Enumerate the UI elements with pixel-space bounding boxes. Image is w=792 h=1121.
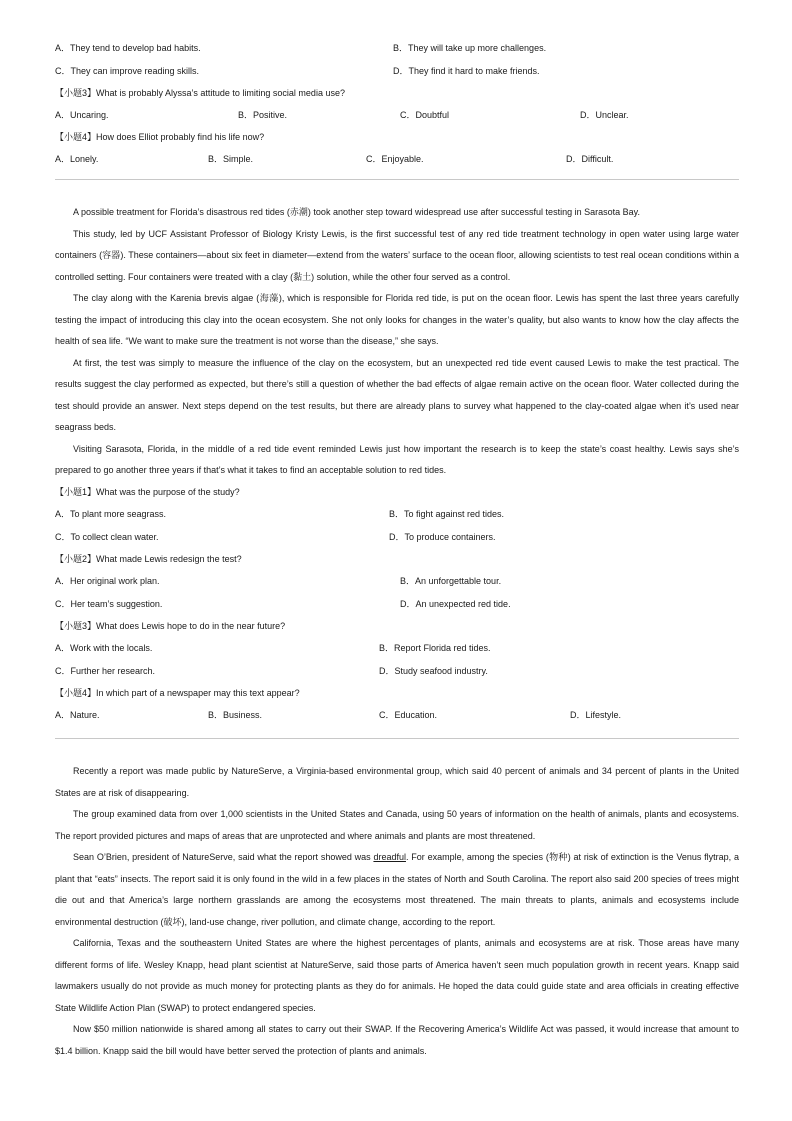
option-c: C．Further her research. (55, 666, 156, 676)
option-d: D．Difficult. (566, 154, 614, 164)
option-b: B．Business. (208, 710, 263, 720)
paragraph: California, Texas and the southeastern United States are where the highest percentages of plants, animals and ecosystems are at risk. Those areas have many different forms of life. Wesley Knapp, head plant scientist at NatureServe, said those parts of America haven’t seen much population growth in recent years. Knapp said lawmakers usually do not provide as much money for protecting plants as they do for animals. He hoped the data could guide state and area officials in creating effective State Wildlife Action Plan (SWAP) to protect endangered species. (55, 938, 739, 1013)
option-d: D．They find it hard to make friends. (393, 66, 540, 76)
option-b: B．Positive. (238, 110, 288, 120)
option-a: A．Uncaring. (55, 110, 109, 120)
option-a: A．They tend to develop bad habits. (55, 43, 201, 53)
option-c: C．Doubtful (400, 110, 450, 120)
underlined-word: dreadful (373, 852, 406, 862)
question-4: 【小题4】How does Elliot probably find his life now? (55, 132, 265, 142)
paragraph: Sean O’Brien, president of NatureServe, said what the report showed was dreadful. For example, among the species (物种) at risk of extinction is the Venus flytrap, a plant that “eats” insects. The report said it is only found in the wild in a few places in the states of North and South Carolina. The report also said 200 species of trees might die out and that America’s large northern grasslands are among the ecosystems most threatened. The main threats to plants, animals and ecosystems include environmental destruction (破坏), land-use change, river pollution, and climate change, according to the report. (55, 852, 739, 927)
paragraph: At first, the test was simply to measure the influence of the clay on the ecosystem, but an unexpected red tide event caused Lewis to make the test practical. The results suggest the clay performed as expected, but there’s still a question of whether the bad effects of algae remain active on the ocean floor. Water collected during the test should provide an answer. Next steps depend on the test results, but there are already plans to survey what happened to the clay-coated algae when it’s used near seagrass beds. (55, 357, 739, 432)
option-b: B．They will take up more challenges. (393, 43, 547, 53)
passage-3-text (55, 761, 739, 1062)
paragraph: A possible treatment for Florida’s disastrous red tides (赤潮) took another step toward widespread use after successful testing in Sarasota Bay. (73, 207, 640, 217)
paragraph: The clay along with the Karenia brevis algae (海藻), which is responsible for Florida red tide, is put on the ocean floor. Lewis has spent the last three years carefully testing the impact of introducing this clay into the ocean ecosystem. She not only looks for changes in the water’s quality, but also wants to know how the clay affects the health of sea life. “We want to make sure the treatment is not worse than the disease,” she says. (55, 293, 739, 346)
question-1: 【小题1】What was the purpose of the study? (55, 487, 240, 497)
option-c: C．Her team’s suggestion. (55, 599, 163, 609)
option-a: A．Work with the locals. (55, 643, 153, 653)
paragraph: This study, led by UCF Assistant Professor of Biology Kristy Lewis, is the first successful test of any red tide treatment technology in open water using large water containers (容器). These containers—about six feet in diameter—extend from the waters’ surface to the ocean floor, allowing scientists to test real ocean conditions within a controlled setting. Four containers were treated with a clay (黏土) solution, while the other four served as a control. (55, 228, 739, 282)
option-d: D．Study seafood industry. (379, 666, 488, 676)
question-4: 【小题4】In which part of a newspaper may this text appear? (55, 688, 300, 698)
paragraph: Recently a report was made public by NatureServe, a Virginia-based environmental group, which said 40 percent of animals and 34 percent of plants in the United States are at risk of disappearing. (55, 766, 739, 798)
option-a: A．To plant more seagrass. (55, 509, 167, 519)
option-b: B．Simple. (208, 154, 254, 164)
option-d: D．Unclear. (580, 110, 629, 120)
option-c: C．To collect clean water. (55, 532, 159, 542)
option-c: C．They can improve reading skills. (55, 66, 200, 76)
section-divider (55, 179, 739, 180)
option-d: D．Lifestyle. (570, 710, 622, 720)
option-a: A．Lonely. (55, 154, 99, 164)
question-3: 【小题3】What is probably Alyssa’s attitude to limiting social media use? (55, 88, 345, 98)
passage-2-text (55, 202, 739, 482)
option-c: C．Enjoyable. (366, 154, 424, 164)
option-b: B．Report Florida red tides. (379, 643, 491, 653)
option-b: B．To fight against red tides. (389, 509, 505, 519)
option-b: B．An unforgettable tour. (400, 576, 502, 586)
option-a: A．Nature. (55, 710, 100, 720)
question-3: 【小题3】What does Lewis hope to do in the near future? (55, 621, 286, 631)
option-c: C．Education. (379, 710, 438, 720)
paragraph: Visiting Sarasota, Florida, in the middle of a red tide event reminded Lewis just how important the research is to keep the state’s coast healthy. Lewis says she’s prepared to go another three years if that’s what it takes to find an acceptable solution to red tides. (55, 443, 739, 475)
paragraph: The group examined data from over 1,000 scientists in the United States and Canada, using 50 years of information on the health of animals, plants and ecosystems. The report provided pictures and maps of areas that are unprotected and where animals and plants are most threatened. (55, 809, 739, 841)
option-d: D．To produce containers. (389, 532, 496, 542)
option-a: A．Her original work plan. (55, 576, 160, 586)
option-d: D．An unexpected red tide. (400, 599, 511, 609)
section-divider (55, 738, 739, 739)
question-2: 【小题2】What made Lewis redesign the test? (55, 554, 242, 564)
paragraph: Now $50 million nationwide is shared among all states to carry out their SWAP. If the Recovering America’s Wildlife Act was passed, it would increase that amount to $1.4 billion. Knapp said the bill would have better served the protection of plants and animals. (55, 1024, 739, 1056)
